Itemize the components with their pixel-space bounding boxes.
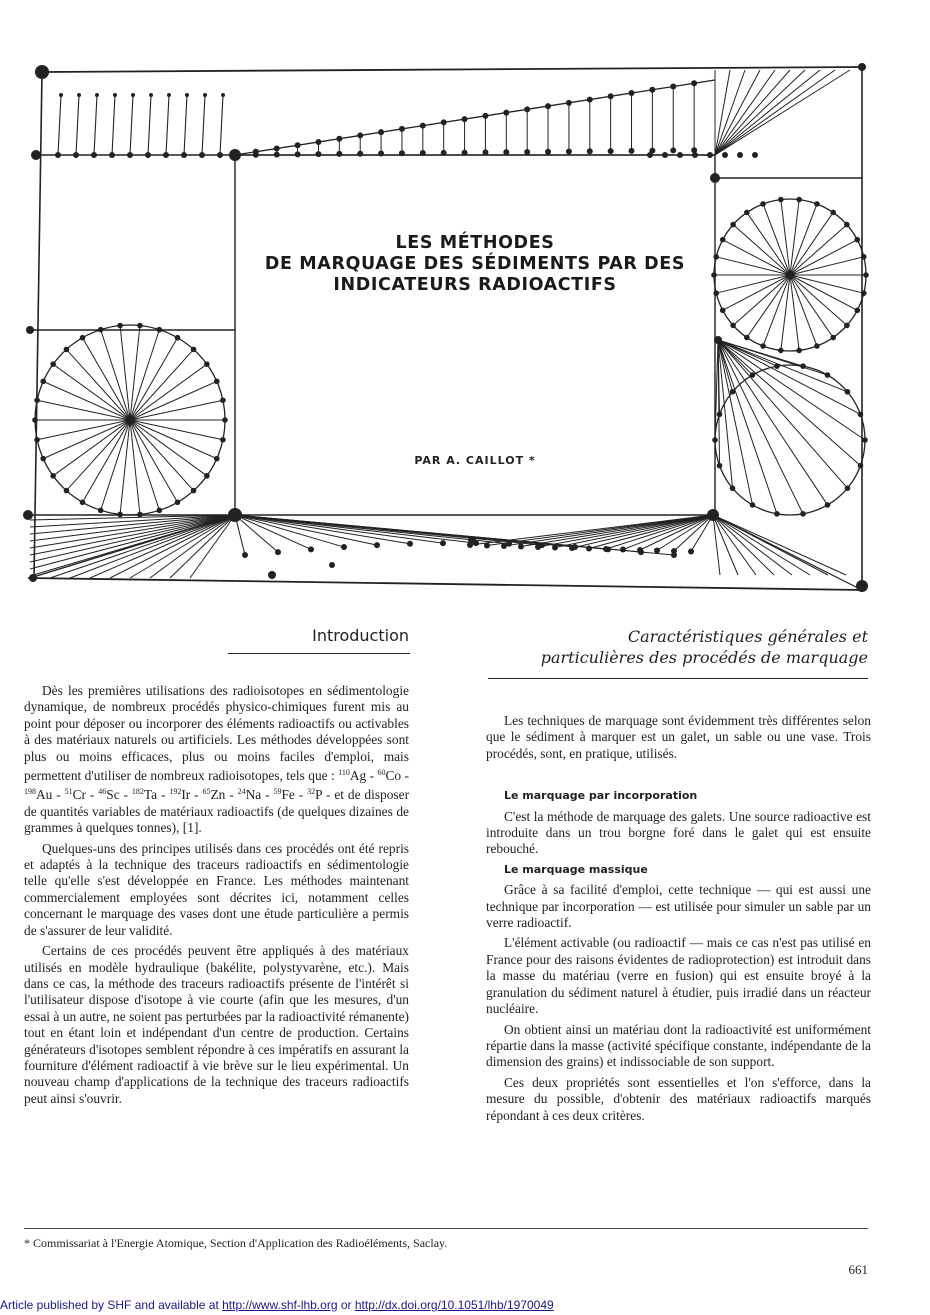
frame-line [202,95,205,155]
frame-dot [220,437,226,443]
frame-dot [778,348,784,354]
frame-dot [671,548,677,554]
page-number: 661 [848,1262,868,1277]
frame-dot [31,150,41,160]
frame-dot [157,327,163,333]
frame-dot [830,210,836,216]
frame-dot [545,149,551,155]
frame-dot [199,152,205,158]
frame-dot [608,148,614,154]
frame-dot [214,456,220,462]
doi-link[interactable]: http://dx.doi.org/10.1051/lhb/1970049 [354,1298,554,1312]
frame-dot [484,543,490,549]
title-line-1: LES MÉTHODES [395,233,555,253]
frame-dot [137,323,143,329]
shf-link[interactable]: http://www.shf-lhb.org [222,1298,338,1312]
frame-dot [861,290,867,296]
title-line-3: INDICATEURS RADIOACTIFS [333,275,617,295]
isotope-item: $^{65}$Zn - [202,787,238,803]
frame-line [715,70,760,155]
isotope-item: $^{182}$Ta - [131,787,170,803]
author-line: PAR A. CAILLOT * [414,454,536,467]
frame-line [66,349,130,420]
frame-line [715,70,835,155]
frame-line [30,515,235,569]
frame-dot [688,549,694,555]
frame-line [713,515,810,575]
frame-line [718,340,753,505]
frame-dot [750,372,756,378]
frame-line [58,95,61,155]
frame-dot [569,545,575,551]
frame-dot [712,437,718,443]
frame-dot [587,148,593,154]
frame-dot [204,473,210,479]
frame-line [715,70,820,155]
frame-dot [845,485,851,491]
frame-line [34,72,42,578]
frame-dot [796,197,802,203]
subheading-incorporation: Le marquage par incorporation [504,789,698,803]
frame-dot [217,152,223,158]
frame-line [715,70,790,155]
frame-dot [524,149,530,155]
characteristics-heading-rule [488,678,868,679]
frame-dot [50,473,56,479]
frame-line [235,515,377,545]
intro-paragraph-3: Certains de ces procédés peuvent être appliqués à des matériaux utilisés en modèle hydraulique (bakélite, polystyvarène, etc.). Mais dans ce cas, la méthode des traceurs radioactifs présente de l'intérêt si l'utilisateur dispose d'isotope à vie courte (afin que les mesures, d'un essai à un autre, ne soient pas perturbées par la radioactivité rémanente) tout en étant loin et indépendant d'un centre de production. Certains générateurs d'isotopes semblent répondre à ces impératifs en assurant la fourniture d'élément radioactif à vie brève sur le lieu expérimental. Un nouveau champ d'applications de la technique des traceurs radioactifs peut ainsi s'ouvrir. [24,943,409,1106]
frame-dot [854,308,860,314]
frame-dot [858,63,866,71]
frame-line [715,70,730,155]
frame-dot [654,548,660,554]
frame-dot [844,222,850,228]
intro-paragraph-2: Quelques-uns des principes utilisés dans ces procédés ont été repris et adaptés à la technique des traceurs radioactifs en sédimentologie telle qu'elle s'est développée en France. Les méthodes maintenant commercialement employées sont décrites ici, notamment celles concernant le marquage des vases dont une étude particulière a permis de s'assurer de leur validité. [24,840,409,938]
frame-dot [126,416,134,424]
frame-dot [713,290,719,296]
frame-dot [191,347,197,353]
frame-dot [845,389,851,395]
frame-dot [825,502,831,508]
intro-paragraph-1-end: - et de disposer de quantités variables de matériaux radioactifs (de quelques dizaines de grammes à quelques tonnes), [1]. [24,787,410,836]
isotope-mass: 46 [98,787,107,797]
frame-dot [730,485,736,491]
frame-dot [637,547,643,553]
frame-dot [98,327,104,333]
frame-dot [750,502,756,508]
article-title [240,233,710,296]
subheading-massique: Le marquage massique [504,862,648,876]
frame-dot [341,544,347,550]
frame-line [112,95,115,155]
frame-dot [744,335,750,341]
frame-dot [858,463,864,469]
isotope-item: $^{59}$Fe - [273,787,308,803]
massique-paragraph-1: Grâce à sa facilité d'emploi, cette technique — qui est aussi une technique par incorporation — est utilisée pour simuler un sable par un verre radioactif. [486,882,871,931]
frame-line [235,80,715,155]
frame-dot [717,412,723,418]
frame-dot [109,152,115,158]
frame-line [713,515,828,575]
frame-dot [440,540,446,546]
frame-dot [407,541,413,547]
frame-line [42,67,862,72]
isotope-mass: 24 [237,787,246,797]
frame-line [130,381,217,420]
frame-dot [830,335,836,341]
frame-line [30,515,235,562]
frame-dot [73,152,79,158]
frame-line [70,515,235,578]
frame-dot [95,93,99,97]
footnote-rule [24,1228,868,1229]
decorative-dot-line-frame [0,0,930,600]
isotope-mass: 198 [24,787,36,797]
frame-dot [535,544,541,550]
isotope-item: $^{51}$Cr - [64,787,99,803]
frame-dot [586,546,592,552]
frame-dot [670,147,676,153]
frame-dot [778,197,784,203]
frame-dot [862,437,868,443]
frame-dot [222,417,228,423]
frame-dot [800,511,806,517]
frame-dot [32,417,38,423]
frame-dot [796,348,802,354]
frame-dot [268,571,276,579]
frame-dot [26,326,34,334]
frame-dot [220,397,226,403]
frame-dot [844,323,850,329]
frame-line [66,420,130,491]
frame-line [715,70,805,155]
frame-dot [711,272,717,278]
massique-paragraph-3: On obtient ainsi un matériau dont la radioactivité est uniformément répartie dans la masse (activité spécifique constante, indépendante de la dimension des grains) et indissociable de son support. [486,1021,871,1070]
characteristics-heading-line-2: particulières des procédés de marquage [540,648,868,667]
frame-dot [677,152,683,158]
frame-line [538,515,713,547]
frame-line [28,578,862,590]
characteristics-heading-line-1: Caractéristiques générales et [627,627,868,646]
frame-dot [203,93,207,97]
isotope-mass: 110 [338,768,350,778]
frame-dot [858,412,864,418]
frame-line [220,95,223,155]
frame-dot [774,511,780,517]
isotope-mass: 60 [377,768,386,778]
characteristics-paragraph-1: Les techniques de marquage sont évidemment très différentes selon que le sédiment à marquer est un galet, un sable ou une vase. Trois procédés, sont, en pratique, utilisés. [486,713,871,761]
isotope-mass: 182 [131,787,144,797]
frame-dot [64,488,70,494]
frame-dot [80,335,86,341]
isotope-item: $^{110}$Ag - [338,768,378,784]
publisher-bar [0,1298,930,1315]
frame-line [43,420,130,459]
frame-dot [786,271,794,279]
frame-dot [55,152,61,158]
frame-dot [730,389,736,395]
frame-dot [814,201,820,207]
frame-dot [221,93,225,97]
publisher-bar-text: Article published by SHF and available at [0,1298,223,1312]
frame-dot [662,152,668,158]
frame-dot [336,151,342,157]
frame-line [718,340,847,488]
frame-dot [730,222,736,228]
frame-dot [825,372,831,378]
frame-dot [713,254,719,260]
massique-paragraph-2: L'élément activable (ou radioactif — mais ce cas n'est pas utilisé en France pour des raisons évidentes de radioprotection) est introduit dans la masse du matériau (verre en fusion) qui est ensuite broyé à la granulation du sédiment naturel à étudier, puis irradié dans un réacteur nucléaire. [486,935,871,1017]
frame-dot [629,148,635,154]
frame-dot [131,93,135,97]
massique-paragraph-4: Ces deux propriétés sont essentielles et l'on s'efforce, dans la mesure du possible, d'obtenir des matériaux radioactifs marqués répondant à ces deux critères. [486,1074,871,1123]
frame-dot [185,93,189,97]
frame-dot [717,463,723,469]
intro-paragraph-1-text: Dès les premières utilisations des radioisotopes en sédimentologie dynamique, de nombreux procédés physico-chimiques furent mis au point pour déposer ou incorporer des éléments radioactifs ou activables à des matériaux naturels ou artificiels. Les méthodes développées sont plus ou moins efficaces, plus ou moins faciles d'emploi, mais permettent d'utiliser de nombreux radioisotopes, tels que : [24,683,409,784]
right-column [486,713,871,1128]
frame-dot [59,93,63,97]
frame-dot [295,151,301,157]
frame-dot [34,437,40,443]
frame-dot [854,237,860,243]
isotope-item: $^{198}$Au - [24,787,65,803]
frame-line [43,381,130,420]
frame-dot [710,173,720,183]
frame-dot [214,379,220,385]
frame-line [130,349,194,420]
intro-paragraph-1 [24,683,409,837]
frame-line [184,95,187,155]
frame-line [718,340,828,375]
frame-dot [503,149,509,155]
frame-dot [760,343,766,349]
isotope-item: $^{60}$Co - [377,768,409,784]
frame-dot [77,93,81,97]
isotope-item: $^{46}$Sc - [98,787,132,803]
frame-dot [40,379,46,385]
frame-dot [117,323,123,329]
frame-dot [692,152,698,158]
frame-dot [34,397,40,403]
isotope-mass: 32 [307,787,316,797]
isotope-item: $^{24}$Na - [237,787,274,803]
frame-dot [308,546,314,552]
frame-line [130,95,133,155]
isotope-item: $^{32}$P [307,787,326,803]
frame-line [76,95,79,155]
frame-dot [760,201,766,207]
frame-dot [80,499,86,505]
frame-dot [720,308,726,314]
frame-line [130,420,217,459]
frame-dot [737,152,743,158]
frame-dot [329,562,335,568]
publisher-bar-or: or [337,1298,355,1312]
title-line-2: DE MARQUAGE DES SÉDIMENTS PAR DES [264,254,686,274]
frame-circle [715,365,865,515]
frame-dot [40,456,46,462]
frame-dot [35,65,49,79]
frame-dot [157,508,163,514]
frame-dot [315,151,321,157]
footnote: * Commissariat à l'Energie Atomique, Section d'Application des Radioéléments, Saclay. [24,1236,448,1250]
frame-dot [720,237,726,243]
frame-line [166,95,169,155]
isotope-mass: 59 [273,787,282,797]
frame-dot [856,580,868,592]
frame-dot [181,152,187,158]
isotope-mass: 65 [202,787,211,797]
frame-dot [501,543,507,549]
frame-dot [566,149,572,155]
frame-dot [23,510,33,520]
frame-line [715,70,850,155]
frame-dot [620,547,626,553]
frame-dot [552,545,558,551]
frame-line [713,515,774,575]
frame-line [130,515,235,578]
frame-line [94,95,97,155]
frame-dot [752,152,758,158]
frame-dot [647,152,653,158]
frame-dot [64,347,70,353]
left-column [24,683,409,1111]
isotope-mass: 192 [169,787,182,797]
frame-line [235,515,245,555]
frame-dot [113,93,117,97]
frame-dot [722,152,728,158]
frame-dot [163,152,169,158]
frame-dot [242,552,248,558]
frame-dot [50,361,56,367]
frame-dot [863,272,869,278]
introduction-heading: Introduction [312,626,409,645]
frame-dot [167,93,171,97]
frame-dot [730,323,736,329]
frame-line [715,70,775,155]
frame-dot [707,152,713,158]
frame-dot [175,499,181,505]
frame-dot [603,546,609,552]
frame-dot [714,336,722,344]
frame-dot [127,152,133,158]
frame-dot [275,549,281,555]
frame-line [130,420,194,491]
frame-dot [175,335,181,341]
frame-dot [117,512,123,518]
frame-dot [374,542,380,548]
isotope-mass: 51 [64,787,73,797]
frame-dot [191,488,197,494]
frame-dot [91,152,97,158]
frame-dot [814,343,820,349]
frame-dot [145,152,151,158]
frame-dot [137,512,143,518]
isotope-item: $^{192}$Ir - [169,787,203,803]
incorporation-paragraph: C'est la méthode de marquage des galets. Une source radioactive est introduite dans un trou borgne foré dans le galet qui est ensuite rebouché. [486,808,871,857]
frame-dot [204,361,210,367]
frame-dot [468,536,476,544]
frame-dot [98,508,104,514]
frame-dot [518,544,524,550]
introduction-heading-rule [228,653,410,654]
frame-dot [744,210,750,216]
frame-dot [357,151,363,157]
frame-dot [861,254,867,260]
characteristics-heading [470,626,868,668]
frame-line [148,95,151,155]
frame-dot [149,93,153,97]
